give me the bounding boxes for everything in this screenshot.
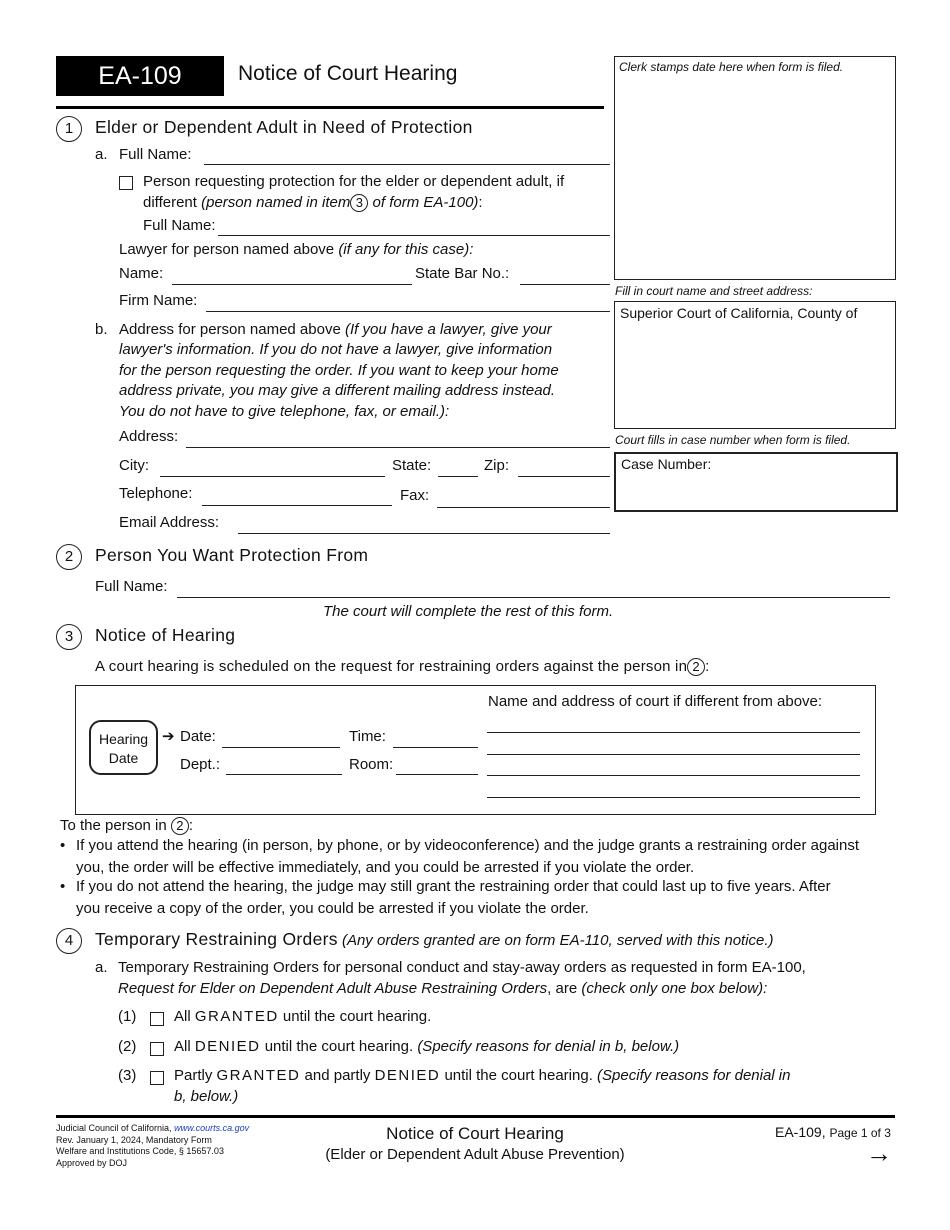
time-label: Time:: [349, 728, 386, 745]
address-field[interactable]: [186, 447, 610, 448]
option-2-text: All DENIED until the court hearing. (Specify reasons for denial in b, below.): [174, 1038, 680, 1055]
section-4-title: Temporary Restraining Orders (Any orders granted are on form EA-110, served with this notice.): [95, 929, 774, 949]
fax-field[interactable]: [437, 507, 610, 508]
footer-rule: [56, 1115, 895, 1118]
clerk-stamp-box: [614, 56, 896, 280]
bullet-1: •: [60, 837, 66, 854]
respondent-full-name-label: Full Name:: [95, 578, 168, 595]
firm-name-field[interactable]: [206, 311, 610, 312]
address-instructions-4: address private, you may give a different mailing address instead.: [119, 382, 556, 399]
date-label: Date:: [180, 728, 216, 745]
fax-label: Fax:: [400, 487, 430, 504]
address-instructions-2: lawyer's information. If you do not have a lawyer, give information: [119, 341, 553, 358]
date-field[interactable]: [222, 747, 340, 748]
option-3-text: Partly GRANTED and partly DENIED until the court hearing. (Specify reasons for denial in: [174, 1067, 791, 1084]
option-2-number: (2): [118, 1038, 137, 1055]
all-granted-checkbox[interactable]: [150, 1012, 164, 1026]
court-address-line-3[interactable]: [487, 775, 860, 776]
option-3-text-line-2: b, below.): [174, 1088, 239, 1105]
different-line: different (person named in item 3 of form EA-100):: [143, 194, 483, 211]
telephone-field[interactable]: [202, 505, 392, 506]
all-denied-checkbox[interactable]: [150, 1042, 164, 1056]
bullet-2-line-2: you receive a copy of the order, you could be arrested if you violate the order.: [76, 900, 589, 917]
section-number-3: 3: [56, 624, 82, 650]
respondent-full-name-field[interactable]: [177, 597, 890, 598]
header-rule: [56, 106, 604, 109]
court-address-line-1[interactable]: [487, 732, 860, 733]
state-bar-label: State Bar No.:: [415, 265, 510, 282]
court-name-text: Superior Court of California, County of: [620, 305, 858, 321]
court-address-line-2[interactable]: [487, 754, 860, 755]
item-4a-label: a.: [95, 959, 108, 976]
case-number-label: Case Number:: [621, 456, 712, 472]
courts-link[interactable]: www.courts.ca.gov: [174, 1123, 250, 1133]
bullet-1-line-1: If you attend the hearing (in person, by phone, or by videoconference) and the judge grants a restraining order against: [76, 837, 860, 854]
next-page-arrow-icon[interactable]: →: [866, 1138, 892, 1168]
requester-full-name-label: Full Name:: [143, 217, 216, 234]
form-title: Notice of Court Hearing: [238, 62, 458, 85]
form-number-badge: EA-109: [56, 56, 224, 96]
address-instructions-5: You do not have to give telephone, fax, or email.):: [119, 403, 450, 420]
bullet-2-line-1: If you do not attend the hearing, the judge may still grant the restraining order that could last up to five years. After: [76, 878, 831, 895]
section-number-4: 4: [56, 928, 82, 954]
footer-title: Notice of Court Hearing: [386, 1124, 564, 1143]
zip-label: Zip:: [484, 457, 510, 474]
item-b-label: b.: [95, 321, 108, 338]
state-field[interactable]: [438, 476, 478, 477]
room-field[interactable]: [396, 774, 478, 775]
court-different-label: Name and address of court if different from above:: [488, 693, 823, 710]
firm-name-label: Firm Name:: [119, 292, 198, 309]
footer-page-info: EA-109, Page 1 of 3: [775, 1124, 891, 1140]
section-2-title: Person You Want Protection From: [95, 545, 369, 565]
state-bar-field[interactable]: [520, 284, 610, 285]
option-1-text: All GRANTED until the court hearing.: [174, 1008, 432, 1025]
lawyer-name-label: Name:: [119, 265, 164, 282]
option-1-number: (1): [118, 1008, 137, 1025]
hearing-date-badge: Hearing Date: [89, 720, 158, 775]
dept-field[interactable]: [226, 774, 342, 775]
address-label: Address:: [119, 428, 179, 445]
person-requesting-text: Person requesting protection for the elder or dependent adult, if: [143, 173, 565, 190]
zip-field[interactable]: [518, 476, 610, 477]
partly-granted-checkbox[interactable]: [150, 1071, 164, 1085]
bullet-2: •: [60, 878, 66, 895]
section-3-title: Notice of Hearing: [95, 625, 236, 645]
telephone-label: Telephone:: [119, 485, 193, 502]
arrow-right-icon: ➔: [162, 728, 175, 745]
item-4a-line-2: Request for Elder on Dependent Adult Abuse Restraining Orders, are (check only one box below):: [118, 980, 768, 997]
clerk-stamp-label: Clerk stamps date here when form is filed.: [619, 60, 844, 74]
dept-label: Dept.:: [180, 756, 221, 773]
item-a-label: a.: [95, 146, 108, 163]
address-intro: Address for person named above (If you have a lawyer, give your: [119, 321, 552, 338]
city-field[interactable]: [160, 476, 385, 477]
item-4a-line-1: Temporary Restraining Orders for personal conduct and stay-away orders as requested in form EA-100,: [118, 959, 806, 976]
requester-full-name-field[interactable]: [218, 235, 610, 236]
case-number-note: Court fills in case number when form is filed.: [615, 433, 851, 447]
address-instructions-3: for the person requesting the order. If you want to keep your home: [119, 362, 559, 379]
court-address-label: Fill in court name and street address:: [615, 284, 813, 298]
section-1-title: Elder or Dependent Adult in Need of Protection: [95, 117, 473, 137]
time-field[interactable]: [393, 747, 478, 748]
city-label: City:: [119, 457, 149, 474]
email-label: Email Address:: [119, 514, 220, 531]
bullet-1-line-2: you, the order will be effective immediately, and you could be arrested if you violate the order.: [76, 859, 695, 876]
footer-subtitle: (Elder or Dependent Adult Abuse Prevention): [325, 1146, 625, 1163]
section-number-1: 1: [56, 116, 82, 142]
case-number-box[interactable]: [614, 452, 898, 512]
court-address-line-4[interactable]: [487, 797, 860, 798]
state-label: State:: [392, 457, 432, 474]
room-label: Room:: [349, 756, 394, 773]
option-3-number: (3): [118, 1067, 137, 1084]
court-name-box[interactable]: [614, 301, 896, 429]
email-field[interactable]: [238, 533, 610, 534]
hearing-intro: A court hearing is scheduled on the request for restraining orders against the person in 2 :: [95, 658, 710, 675]
to-person-label: To the person in 2 :: [60, 817, 194, 834]
lawyer-name-field[interactable]: [172, 284, 412, 285]
court-complete-note: The court will complete the rest of this form.: [323, 603, 614, 620]
full-name-label: Full Name:: [119, 146, 192, 163]
elder-full-name-field[interactable]: [204, 164, 610, 165]
section-number-2: 2: [56, 544, 82, 570]
lawyer-line: Lawyer for person named above (if any for this case):: [119, 241, 474, 258]
footer-left: Judicial Council of California, www.courts.ca.gov Rev. January 1, 2024, Mandatory Form Welfare and Institutions Code, § 15657.03 Approved by DOJ: [56, 1123, 250, 1168]
person-requesting-checkbox[interactable]: [119, 176, 133, 190]
